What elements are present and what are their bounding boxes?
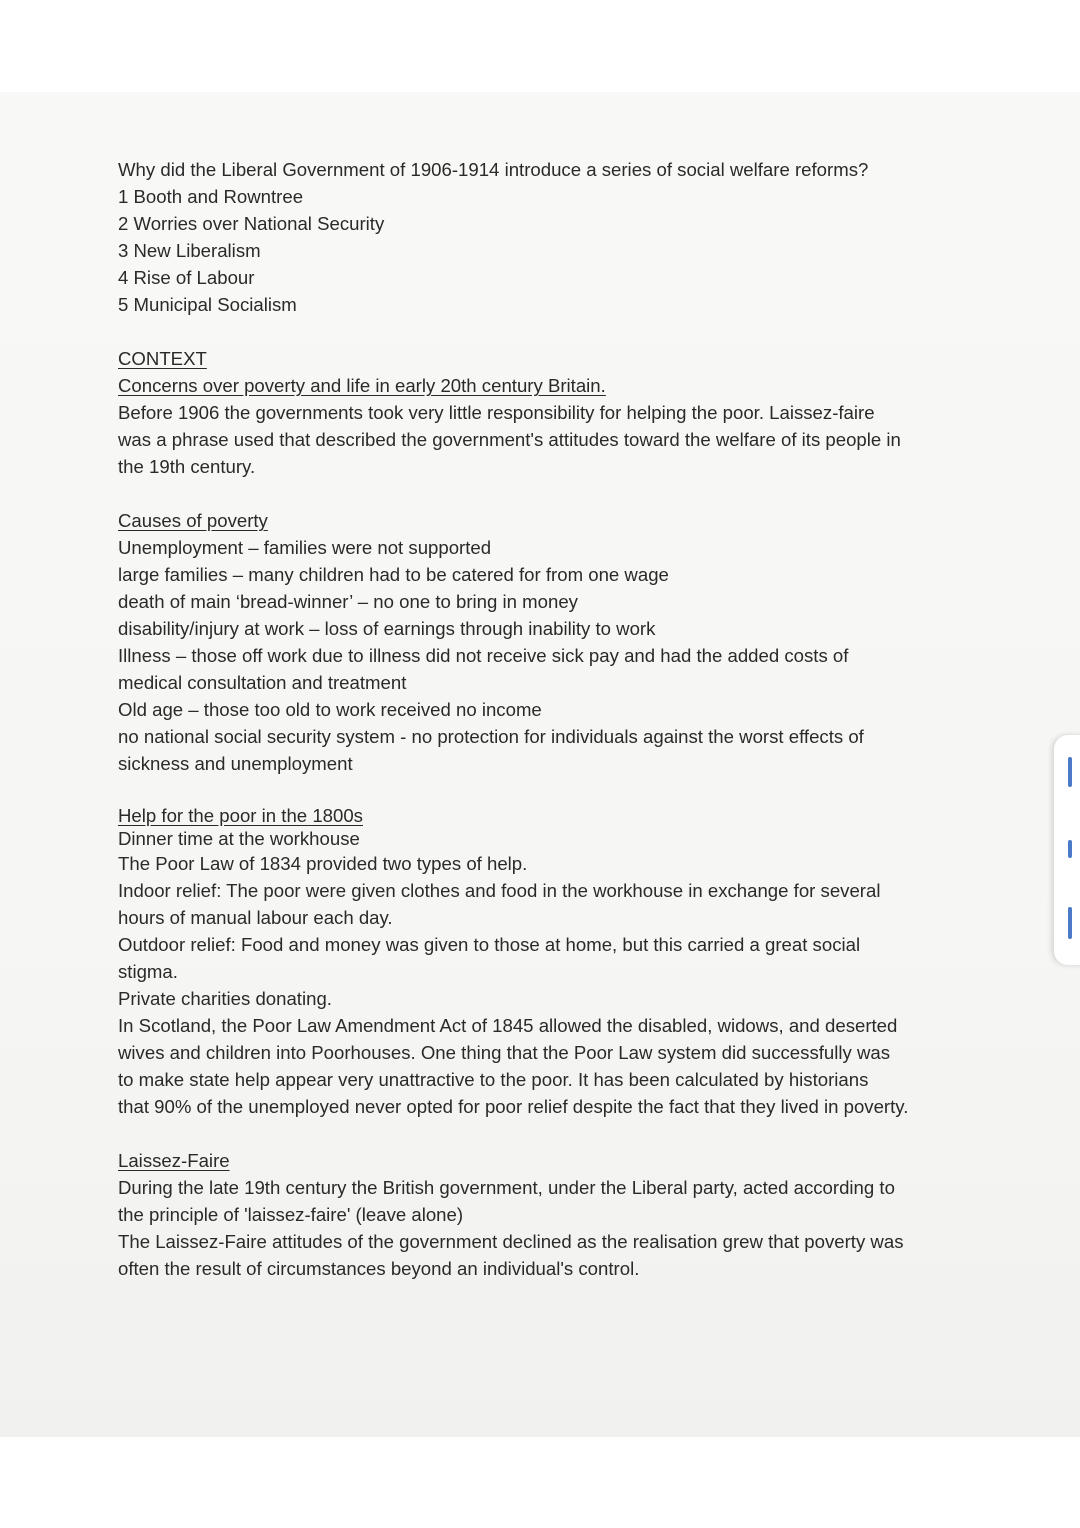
causes-heading: Causes of poverty [118, 510, 268, 531]
context-line: was a phrase used that described the government's attitudes toward the welfare of its people in [118, 429, 901, 450]
help-line: to make state help appear very unattractive to the poor. It has been calculated by historians [118, 1069, 869, 1090]
causes-line: disability/injury at work – loss of earnings through inability to work [118, 618, 656, 639]
reason-item: 4 Rise of Labour [118, 267, 255, 288]
laissez-line: During the late 19th century the British government, under the Liberal party, acted according to [118, 1177, 895, 1198]
causes-line: Old age – those too old to work received no income [118, 699, 542, 720]
laissez-heading: Laissez-Faire [118, 1150, 230, 1171]
causes-line: death of main ‘bread-winner’ – no one to bring in money [118, 591, 578, 612]
context-heading: CONTEXT [118, 348, 207, 369]
help-line: Dinner time at the workhouse [118, 828, 360, 849]
context-line: the 19th century. [118, 456, 256, 477]
reason-item: 1 Booth and Rowntree [118, 186, 304, 207]
laissez-line: The Laissez-Faire attitudes of the government declined as the realisation grew that poverty was [118, 1231, 904, 1252]
help-line: stigma. [118, 961, 178, 982]
help-heading: Help for the poor in the 1800s [118, 805, 363, 826]
reason-item: 3 New Liberalism [118, 240, 261, 261]
help-line: In Scotland, the Poor Law Amendment Act of 1845 allowed the disabled, widows, and deserted [118, 1015, 898, 1036]
help-line: hours of manual labour each day. [118, 907, 393, 928]
reason-item: 2 Worries over National Security [118, 213, 385, 234]
document-body [118, 156, 968, 1282]
causes-line: Unemployment – families were not supported [118, 537, 492, 558]
causes-line: Illness – those off work due to illness did not receive sick pay and had the added costs of [118, 645, 849, 666]
toolbar-marker-icon[interactable] [1068, 840, 1072, 858]
side-toolbar[interactable] [1054, 735, 1080, 965]
laissez-line: often the result of circumstances beyond an individual's control. [118, 1258, 640, 1279]
help-line: that 90% of the unemployed never opted for poor relief despite the fact that they lived in poverty. [118, 1096, 909, 1117]
toolbar-marker-icon[interactable] [1068, 907, 1072, 939]
question-heading: Why did the Liberal Government of 1906-1914 introduce a series of social welfare reforms? [118, 159, 869, 180]
causes-line: sickness and unemployment [118, 753, 353, 774]
help-line: The Poor Law of 1834 provided two types of help. [118, 853, 528, 874]
help-line: wives and children into Poorhouses. One thing that the Poor Law system did successfully was [118, 1042, 891, 1063]
reason-item: 5 Municipal Socialism [118, 294, 297, 315]
context-subheading: Concerns over poverty and life in early 20th century Britain. [118, 375, 606, 396]
causes-line: no national social security system - no protection for individuals against the worst effects of [118, 726, 864, 747]
causes-line: large families – many children had to be catered for from one wage [118, 564, 669, 585]
help-line: Outdoor relief: Food and money was given to those at home, but this carried a great social [118, 934, 861, 955]
context-line: Before 1906 the governments took very little responsibility for helping the poor. Laissez-faire [118, 402, 875, 423]
laissez-line: the principle of 'laissez-faire' (leave alone) [118, 1204, 464, 1225]
help-line: Indoor relief: The poor were given clothes and food in the workhouse in exchange for several [118, 880, 881, 901]
causes-line: medical consultation and treatment [118, 672, 407, 693]
help-line: Private charities donating. [118, 988, 332, 1009]
toolbar-marker-icon[interactable] [1068, 757, 1072, 787]
